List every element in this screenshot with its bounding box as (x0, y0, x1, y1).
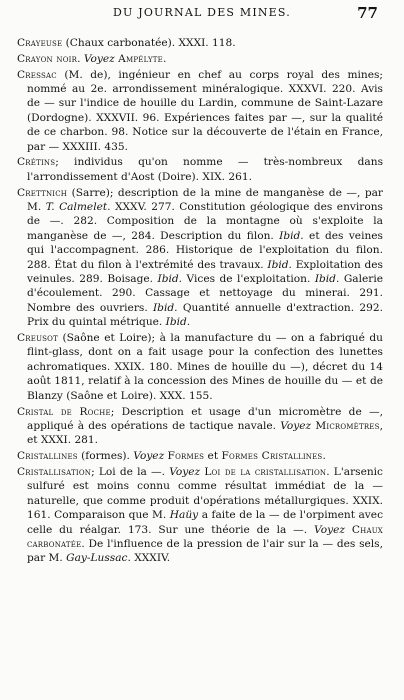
entry-term: Chaux carbonatée (27, 523, 383, 550)
index-entry (17, 331, 383, 403)
running-title: DU JOURNAL DES MINES. (113, 6, 291, 19)
index-entry (17, 155, 383, 184)
entry-text: et des veines qui l'accompagnent. 286. Historique de l'exploitation du filon. 288. État du filon à l'extrémité des travaux. (27, 229, 383, 271)
italic-text: Voyez (133, 450, 165, 463)
italic-text: Voyez (314, 523, 345, 536)
italic-text: Haüy (169, 509, 199, 522)
entry-text: (Chaux carbonatée). XXXI. 118. (62, 37, 236, 49)
italic-text: Ibid. (267, 258, 292, 271)
entry-text: . (322, 450, 326, 463)
entry-term: Ampélyte (118, 52, 163, 65)
index-entry (17, 449, 383, 463)
entry-text: (M. de), ingénieur en chef au corps royal des mines; nommé au 2e. arrondissement minéralogique. XXXVI. 220. Avis de — sur l'indice de houille du Lardin, commune de Saint-Lazare (Dordogne). XXXVII. 96. Expériences faites par —, sur la qualité de ce charbon. 98. Notice sur la découverte de l'étain en France, par — XXXIII. 435. (27, 68, 383, 153)
entry-text: . L'arsenic sulfuré est moins connu comme résultat immédiat de la — naturelle, que comme produit d'opérations métallurgiques. XXIX. 161. Comparaison que M. (27, 465, 383, 522)
entry-text: (formes). (77, 450, 134, 463)
entry-text: Exploitation des veinules. 289. Boisage. (27, 258, 383, 286)
italic-text: T. Calmelet (45, 201, 108, 214)
entry-term: Crayon noir (17, 52, 78, 65)
entry-text: (Sarre); description de la mine de manganèse de —, par M. (27, 186, 383, 214)
page-number: 77 (357, 4, 378, 22)
entry-text: a faite de la — de l'orpiment avec celle du réalgar. 173. Sur une théorie de la —. (27, 509, 383, 536)
entry-term: Cristallisation (17, 465, 92, 478)
entry-text: et (204, 450, 222, 463)
entry-text: . (162, 52, 167, 65)
entry-term: Cristal de Roche (17, 405, 111, 418)
entry-term: Formes Cristallines (221, 450, 323, 463)
italic-text: Voyez (280, 419, 312, 432)
index-entry (17, 186, 383, 330)
entry-term: Formes (167, 450, 205, 463)
entry-text: . (77, 52, 84, 65)
italic-text: Ibid. (153, 301, 178, 314)
entry-text: Vices de l'exploitation. (182, 273, 315, 286)
entry-term: Cressac (17, 68, 57, 81)
index-entry (17, 465, 383, 566)
index-entry (17, 36, 383, 50)
italic-text: Ibid. (279, 229, 304, 242)
index-entry (17, 405, 383, 448)
italic-text: Ibid. (165, 316, 191, 329)
entry-term: Creusot (17, 332, 58, 345)
entry-term: Crettnich (17, 186, 68, 199)
italic-text: Voyez (83, 52, 115, 65)
entry-text: (Saône et Loire); à la manufacture du — on a fabriqué du flint-glass, dont on a fait usage pour la confection des lunettes achromatiques. XXIX. 180. Mines de houille du —), décret du 14 août 1811, relatif à la concession des Mines de houille du — et de Blanzy (Saône et Loire). XXX. 155. (27, 332, 383, 402)
index-entries (17, 36, 383, 567)
entry-text: ; individus qu'on nomme — très-nombreux dans l'arrondissement d'Aost (Doire). XIX. 261. (27, 156, 383, 183)
running-head (0, 4, 404, 28)
italic-text: Ibid. (314, 273, 340, 286)
entry-text: Quantité annuelle d'extraction. 292. Prix du quintal métrique. (27, 301, 383, 329)
entry-term: Cristallines (17, 450, 78, 463)
entry-text: ; Loi de la —. (91, 465, 170, 478)
index-entry (17, 52, 383, 66)
entry-term: Loi de la cristallisation (204, 465, 327, 478)
entry-text: . XXXIV. (127, 552, 171, 565)
entry-text: . De l'influence de la pression de l'air sur la — des sels, par M. (27, 537, 383, 565)
entry-text: ; Description et usage d'un micromètre de —, appliqué à des opérations de tactique navale. (27, 405, 384, 432)
entry-term: Crayeuse (17, 37, 63, 49)
italic-text: Ibid. (157, 273, 183, 286)
italic-text: Voyez (169, 465, 201, 478)
index-entry (17, 68, 383, 154)
entry-text: . XXXV. 277. Constitution géologique des environs de —. 282. Composition de la montagne où s'exploite la manganèse de —, 284. Description du filon. (27, 201, 383, 242)
entry-term: Crétins (17, 156, 56, 169)
entry-text: Galerie d'écoulement. 290. Cassage et nettoyage du minerai. 291. Nombre des ouvriers. (27, 273, 383, 314)
entry-text: , et XXXI. 281. (27, 419, 383, 447)
entry-term: Micromètres (315, 419, 380, 432)
italic-text: Gay-Lussac (66, 552, 128, 565)
entry-text (345, 524, 352, 536)
